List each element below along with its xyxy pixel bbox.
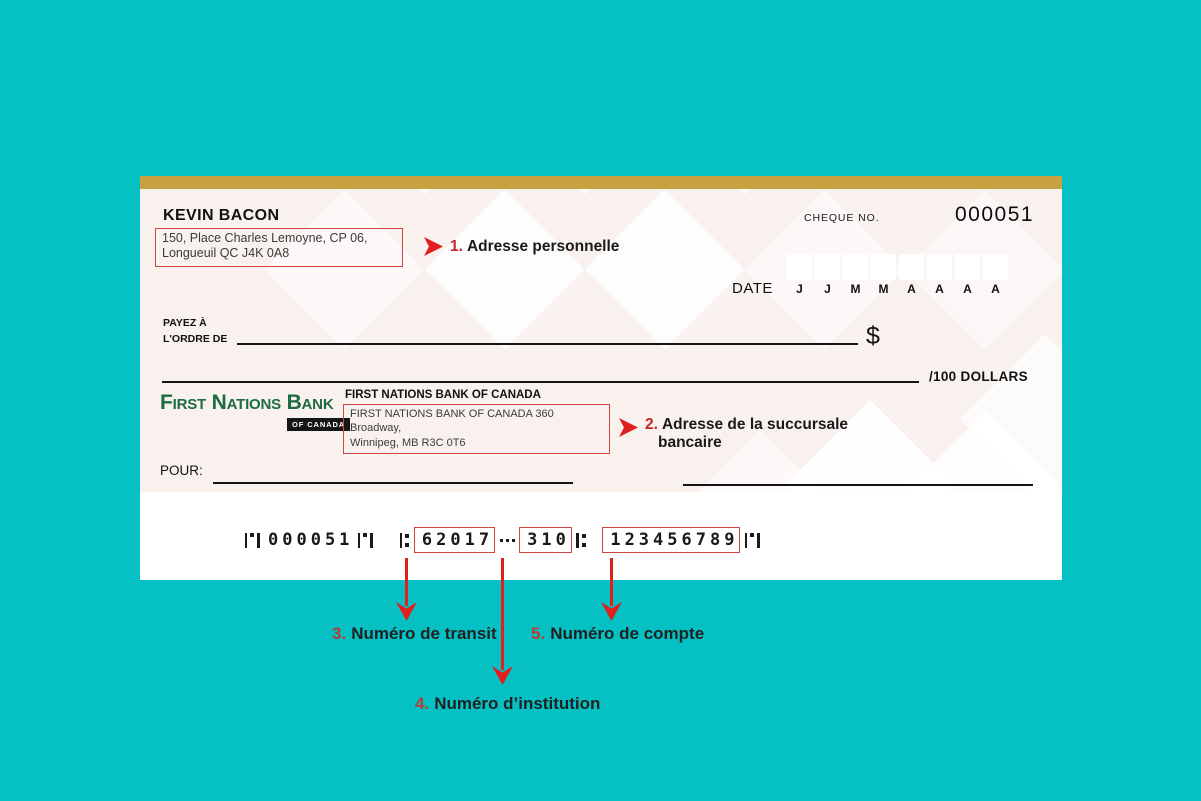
cents-label: /100 DOLLARS <box>929 369 1028 384</box>
annotation-institution-number: 4. Numéro d’institution <box>415 694 601 713</box>
bank-logo-subtitle: OF CANADA <box>287 418 350 431</box>
date-box <box>815 254 840 280</box>
dollar-sign: $ <box>866 322 880 350</box>
annotation-label: 2. Adresse de la succursale bancaire <box>645 416 849 451</box>
micr-account-number: 123456789 <box>610 530 739 550</box>
date-label: DATE <box>732 280 773 297</box>
date-letter: J <box>796 282 803 296</box>
payer-address-line1: 150, Place Charles Lemoyne, CP 06, <box>162 231 368 245</box>
micr-line <box>240 526 764 554</box>
signature-line <box>683 465 1033 486</box>
annotation-branch-address <box>619 416 848 452</box>
bank-address-highlight-box <box>343 404 610 454</box>
date-letter: M <box>850 282 861 296</box>
micr-cheque-number: 000051 <box>268 530 354 550</box>
date-letter: A <box>963 282 972 296</box>
date-letter: A <box>907 282 916 296</box>
bank-address-line2: Winnipeg, MB R3C 0T6 <box>350 436 466 449</box>
diamond-pattern <box>345 189 505 194</box>
date-format-letters <box>787 282 1008 296</box>
micr-transit-symbol <box>398 530 411 550</box>
micr-transit-symbol <box>575 530 588 550</box>
transit-number-highlight-box <box>414 527 495 553</box>
payer-address-highlight-box <box>155 228 403 267</box>
bank-name: FIRST NATIONS BANK OF CANADA <box>345 389 541 401</box>
annotation-number: 3. <box>332 624 347 643</box>
payer-name: KEVIN BACON <box>163 207 280 224</box>
account-number-highlight-box <box>602 527 740 553</box>
date-letter: M <box>878 282 889 296</box>
cheque-top-stripe <box>140 176 1062 189</box>
cheque-no-label: CHEQUE NO. <box>804 212 880 224</box>
memo-label: POUR: <box>160 463 203 478</box>
micr-onus-symbol <box>356 530 374 550</box>
micr-institution-number: 310 <box>527 530 570 550</box>
micr-dash-symbol <box>498 530 516 550</box>
red-arrow-right-icon <box>424 237 443 256</box>
red-arrow-down-transit <box>405 558 408 606</box>
bank-address-line1: FIRST NATIONS BANK OF CANADA 360 Broadway, <box>350 408 554 435</box>
cheque <box>140 176 1062 580</box>
micr-onus-symbol <box>243 530 261 550</box>
date-box <box>899 254 924 280</box>
annotation-number: 4. <box>415 694 430 713</box>
annotation-number: 2. <box>645 416 658 433</box>
payee-line <box>237 323 858 345</box>
payee-label: PAYEZ À L'ORDRE DE <box>163 317 228 346</box>
annotation-label: 1. Adresse personnelle <box>450 237 620 255</box>
date-box <box>927 254 952 280</box>
date-letter: A <box>935 282 944 296</box>
diamond-pattern <box>665 189 825 194</box>
date-box <box>983 254 1008 280</box>
bank-logo: First Nations Bank <box>160 391 334 414</box>
memo-line <box>213 463 573 484</box>
date-letter: J <box>824 282 831 296</box>
red-arrow-down-account <box>610 558 613 606</box>
institution-number-highlight-box <box>519 527 572 553</box>
date-letter: A <box>991 282 1000 296</box>
cheque-no-value: 000051 <box>955 203 1035 226</box>
diamond-pattern <box>505 189 665 194</box>
red-arrow-down-institution <box>501 558 504 670</box>
date-box <box>843 254 868 280</box>
annotation-personal-address <box>424 237 619 256</box>
micr-transit-number: 62017 <box>421 530 494 550</box>
date-entry-boxes <box>787 254 1008 280</box>
red-arrow-right-icon <box>619 418 638 437</box>
annotation-transit-number: 3. Numéro de transit <box>332 624 497 643</box>
micr-onus-symbol <box>743 530 761 550</box>
annotation-number: 1. <box>450 237 463 255</box>
date-box <box>955 254 980 280</box>
payer-address-line2: Longueuil QC J4K 0A8 <box>162 246 290 261</box>
amount-in-words-line <box>162 361 919 383</box>
date-box <box>787 254 812 280</box>
annotation-number: 5. <box>531 624 546 643</box>
date-box <box>871 254 896 280</box>
annotation-account-number: 5. Numéro de compte <box>531 624 705 643</box>
